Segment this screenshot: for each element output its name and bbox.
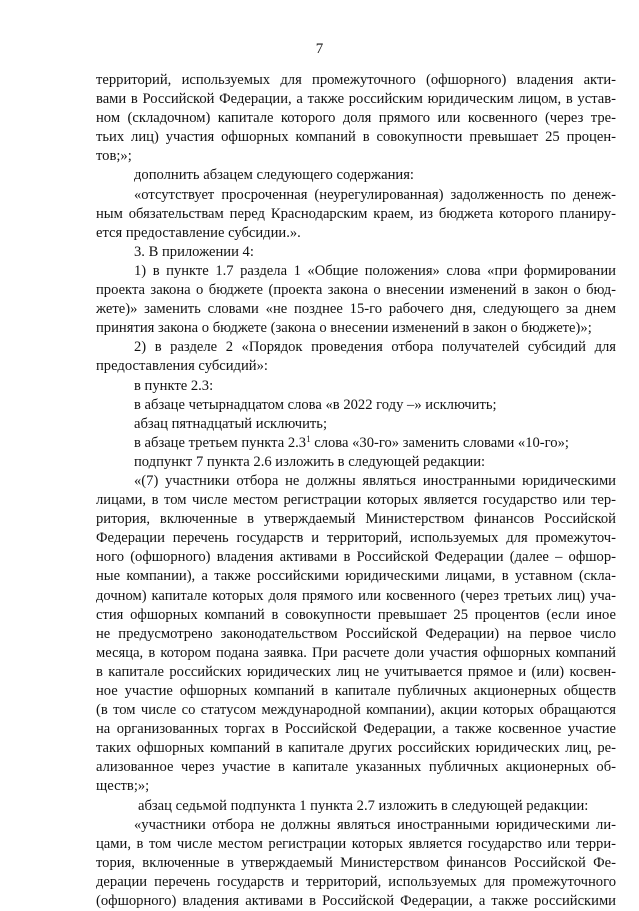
text-line: «отсутствует просроченная (неурегулированная) задолженность по денеж- xyxy=(134,186,616,203)
text-line: абзац седьмой подпункта 1 пункта 2.7 изложить в следующей редакции: xyxy=(138,797,589,814)
text-line: ным обязательствам перед Краснодарским краем, из бюджета которого планиру- xyxy=(96,205,616,222)
text-line: (офшорного) владения активами в Российской Федерации, а также российскими xyxy=(96,893,616,910)
text-line: ется предоставление субсидии.». xyxy=(96,224,301,241)
text-line: Федерации перечень государств и территорий, используемых для промежуточ- xyxy=(96,530,616,547)
text-line: ное участие офшорных компаний в капитале публичных акционерных обществ xyxy=(96,683,616,699)
text-line: стия офшорных компаний в совокупности превышает 25 процентов (если иное xyxy=(96,606,616,623)
text-line: тов;»; xyxy=(96,148,132,165)
text-line: «(7) участники отбора не должны являться иностранными юридическими xyxy=(134,472,616,489)
text-line: в абзаце четырнадцатом слова «в 2022 году –» исключить; xyxy=(134,396,497,413)
text-line: жете)» заменить словами «не позднее 15-го рабочего дня, следующего за днем xyxy=(96,301,616,318)
text-line: 1) в пункте 1.7 раздела 1 «Общие положения» слова «при формировании xyxy=(134,262,616,279)
text-line: таких офшорных компаний в капитале других российских юридических лиц, ре- xyxy=(96,740,616,757)
text-line: месяца, в котором подана заявка. При расчете доли участия офшорных компаний xyxy=(96,644,616,661)
text-line: проекта закона о бюджете (проекта закона о внесении изменений в закон о бюд- xyxy=(96,282,616,299)
text-line: дочном) капитале которых доля прямого или косвенного (через третьих лиц) уча- xyxy=(96,587,616,604)
text-line: ного (офшорного) владения активами в Российской Федерации (далее – офшор- xyxy=(96,549,616,566)
text-line: лицами, в том числе местом регистрации которых является государство или тер- xyxy=(96,492,616,509)
superscript: 1 xyxy=(306,433,311,444)
text-line: вами в Российской Федерации, а также российским юридическим лицом, в устав- xyxy=(96,91,616,108)
text-line: дополнить абзацем следующего содержания: xyxy=(134,167,414,184)
text-line: ном (складочном) капитале которого доля прямого или косвенного (через тре- xyxy=(96,110,616,127)
text-segment: слова «30-го» заменить словами «10-го»; xyxy=(310,434,569,451)
text-line: 3. В приложении 4: xyxy=(134,243,254,260)
page-number: 7 xyxy=(315,41,324,57)
text-line: предоставления субсидий»: xyxy=(96,358,268,375)
text-line xyxy=(96,434,616,453)
text-line: тория, включенные в утверждаемый Министерством финансов Российской Фе- xyxy=(96,854,616,871)
text-line: в капитале российских юридических лиц не учитывается прямое и (или) косвен- xyxy=(96,663,616,680)
text-segment: в абзаце третьем пункта 2.3 xyxy=(134,434,307,451)
text-line: 2) в разделе 2 «Порядок проведения отбора получателей субсидий для xyxy=(134,339,616,356)
text-line: ные компании), а также российскими юридическими лицами, в уставном (скла- xyxy=(96,568,616,585)
text-line: подпункт 7 пункта 2.6 изложить в следующей редакции: xyxy=(134,453,486,470)
text-line: не предусмотрено законодательством Российской Федерации) на первое число xyxy=(96,625,616,642)
text-line: «участники отбора не должны являться иностранными юридическими ли- xyxy=(134,816,616,833)
text-line: дерации перечень государств и территорий, используемых для промежуточного xyxy=(96,873,616,890)
text-line: принятия закона о бюджете (закона о внесении изменений в закон о бюджете)»; xyxy=(96,320,592,337)
text-line: ализованное через участие в капитале указанных публичных акционерных об- xyxy=(96,759,616,776)
text-line: территорий, используемых для промежуточного (офшорного) владения акти- xyxy=(96,72,616,88)
text-line: абзац пятнадцатый исключить; xyxy=(134,415,328,432)
text-line: ществ;»; xyxy=(96,778,150,795)
text-line: (в том числе со статусом международной компании), акции которых обращаются xyxy=(96,702,616,719)
text-line: ритория, включенные в утверждаемый Министерством финансов Российской xyxy=(96,511,616,528)
text-line: цами, в том числе местом регистрации которых является государство или терри- xyxy=(96,835,616,852)
text-line: тьих лиц) участия офшорных компаний в совокупности превышает 25 процен- xyxy=(96,129,616,146)
text-line: на организованных торгах в Российской Федерации, а также косвенное участие xyxy=(96,721,616,738)
document-body xyxy=(96,71,616,911)
text-line: в пункте 2.3: xyxy=(134,377,214,394)
